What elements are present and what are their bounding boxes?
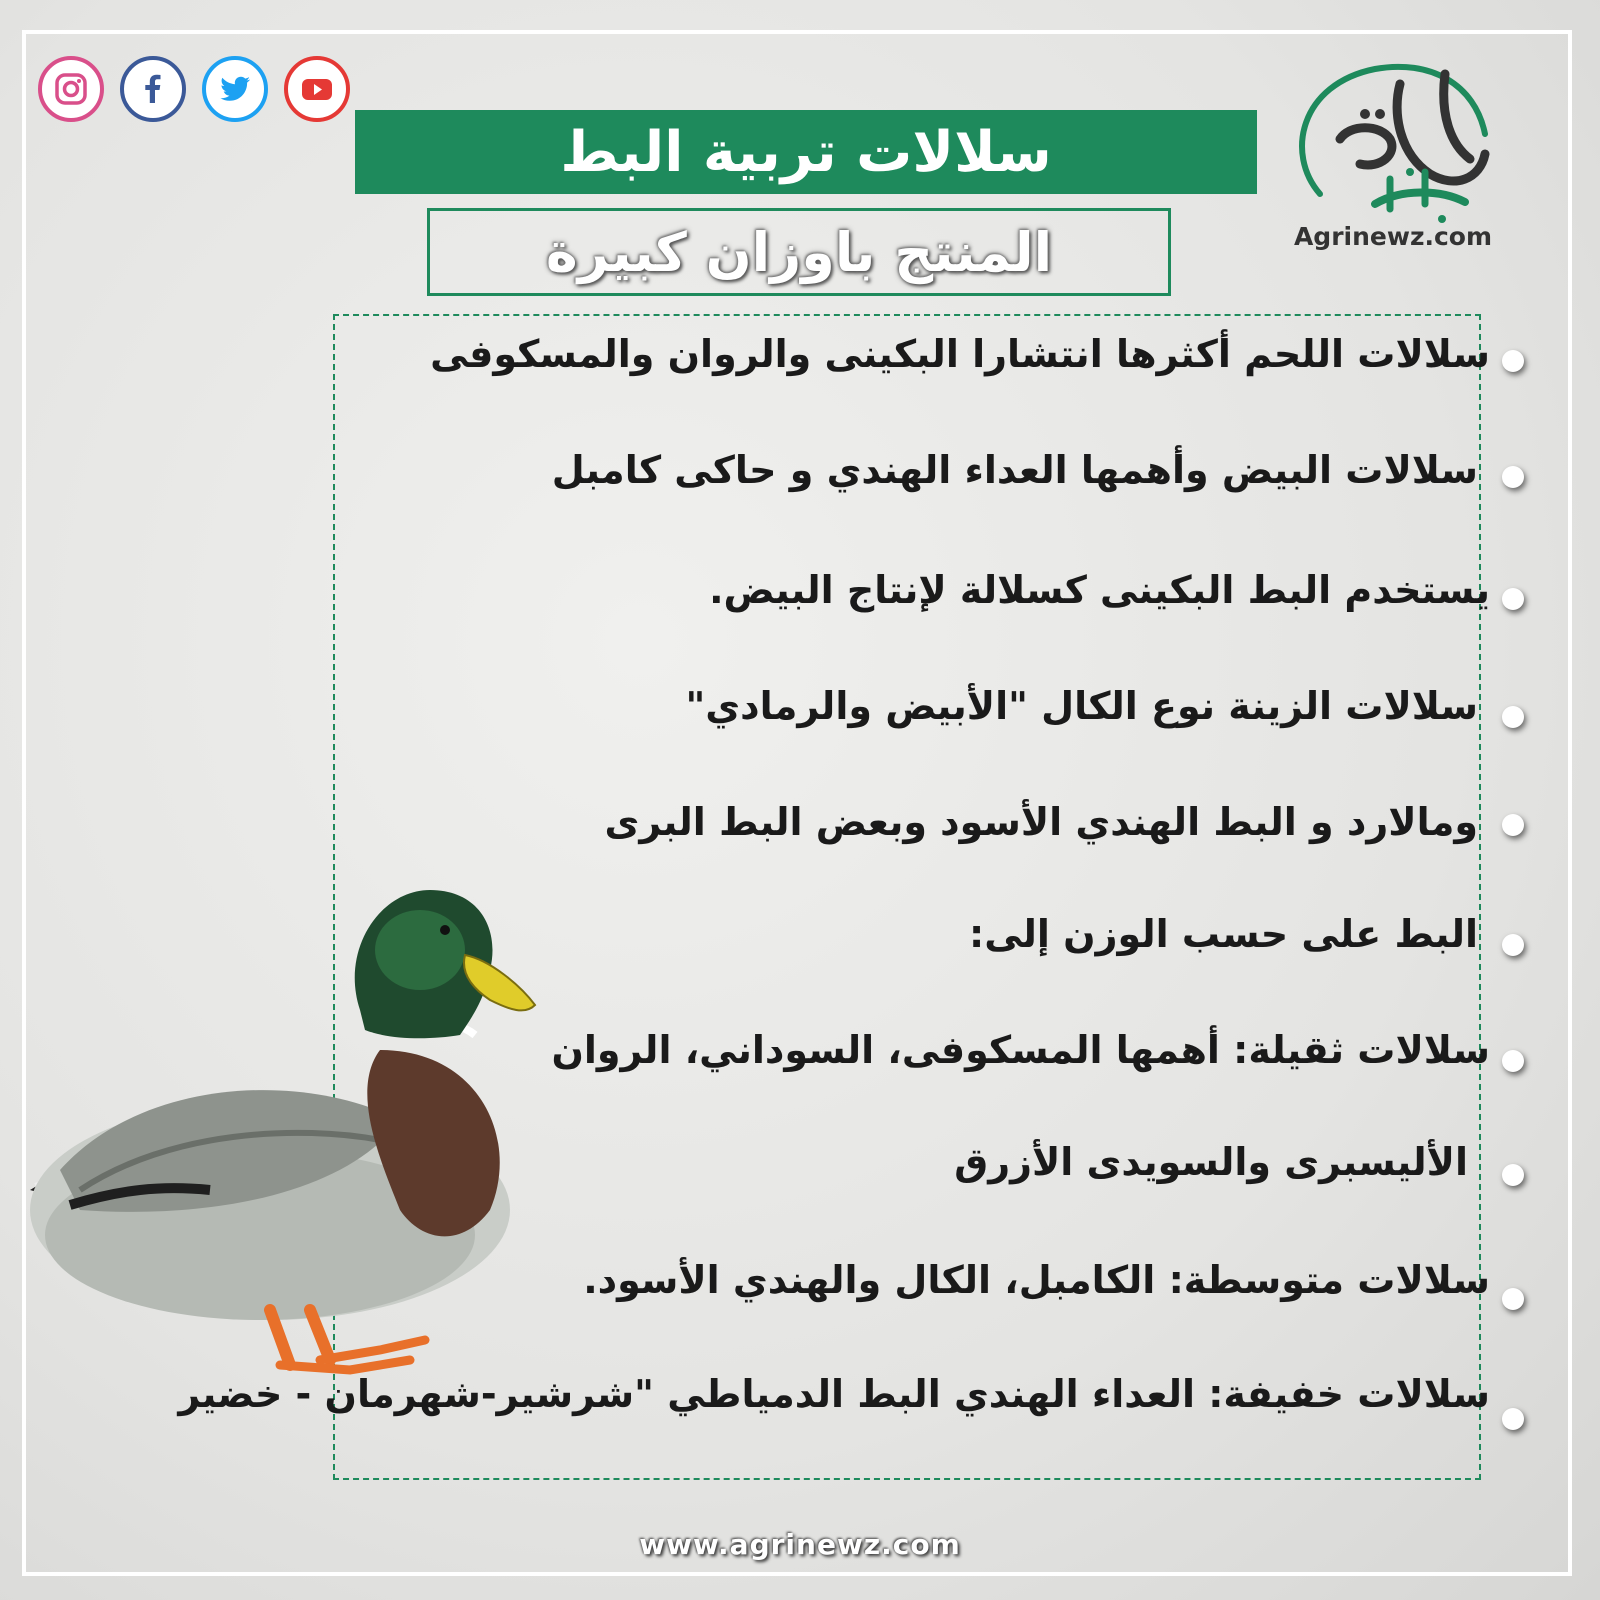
instagram-icon[interactable] bbox=[38, 56, 104, 122]
bullet-dot bbox=[1502, 706, 1524, 728]
logo-site-name: Agrinewz.com bbox=[1293, 222, 1493, 251]
bullet-dot bbox=[1502, 1164, 1524, 1186]
bullet-dot bbox=[1502, 350, 1524, 372]
footer-url[interactable]: www.agrinewz.com bbox=[639, 1528, 961, 1561]
list-item: سلالات ثقيلة: أهمها المسكوفى، السوداني، الروان bbox=[551, 1028, 1490, 1072]
bullet-dot bbox=[1502, 1288, 1524, 1310]
bullet-dot bbox=[1502, 1408, 1524, 1430]
mallard-duck-image bbox=[20, 890, 550, 1390]
list-item: سلالات اللحم أكثرها انتشارا البكينى والروان والمسكوفى bbox=[430, 332, 1490, 376]
twitter-icon[interactable] bbox=[202, 56, 268, 122]
list-item: سلالات الزينة نوع الكال "الأبيض والرمادي" bbox=[685, 684, 1478, 728]
list-item: سلالات خفيفة: العداء الهندي البط الدمياطي "شرشير-شهرمان - خضير bbox=[178, 1372, 1490, 1416]
list-item: سلالات البيض وأهمها العداء الهندي و حاكى كامبل bbox=[551, 448, 1478, 492]
list-item: ومالارد و البط الهندي الأسود وبعض البط البرى bbox=[604, 800, 1478, 844]
page-subtitle: المنتج باوزان كبيرة bbox=[427, 208, 1171, 296]
bullet-dot bbox=[1502, 466, 1524, 488]
bullet-dot bbox=[1502, 588, 1524, 610]
facebook-icon[interactable] bbox=[120, 56, 186, 122]
page-title: سلالات تربية البط bbox=[355, 110, 1257, 194]
youtube-icon[interactable] bbox=[284, 56, 350, 122]
bullet-dot bbox=[1502, 814, 1524, 836]
list-item: يستخدم البط البكينى كسلالة لإنتاج البيض. bbox=[709, 568, 1490, 612]
bullet-dot bbox=[1502, 934, 1524, 956]
list-item: سلالات متوسطة: الكامبل، الكال والهندي الأسود. bbox=[583, 1258, 1490, 1302]
list-item: الأليسبرى والسويدى الأزرق bbox=[954, 1140, 1468, 1184]
bullet-dot bbox=[1502, 1050, 1524, 1072]
list-item: البط على حسب الوزن إلى: bbox=[969, 912, 1478, 956]
